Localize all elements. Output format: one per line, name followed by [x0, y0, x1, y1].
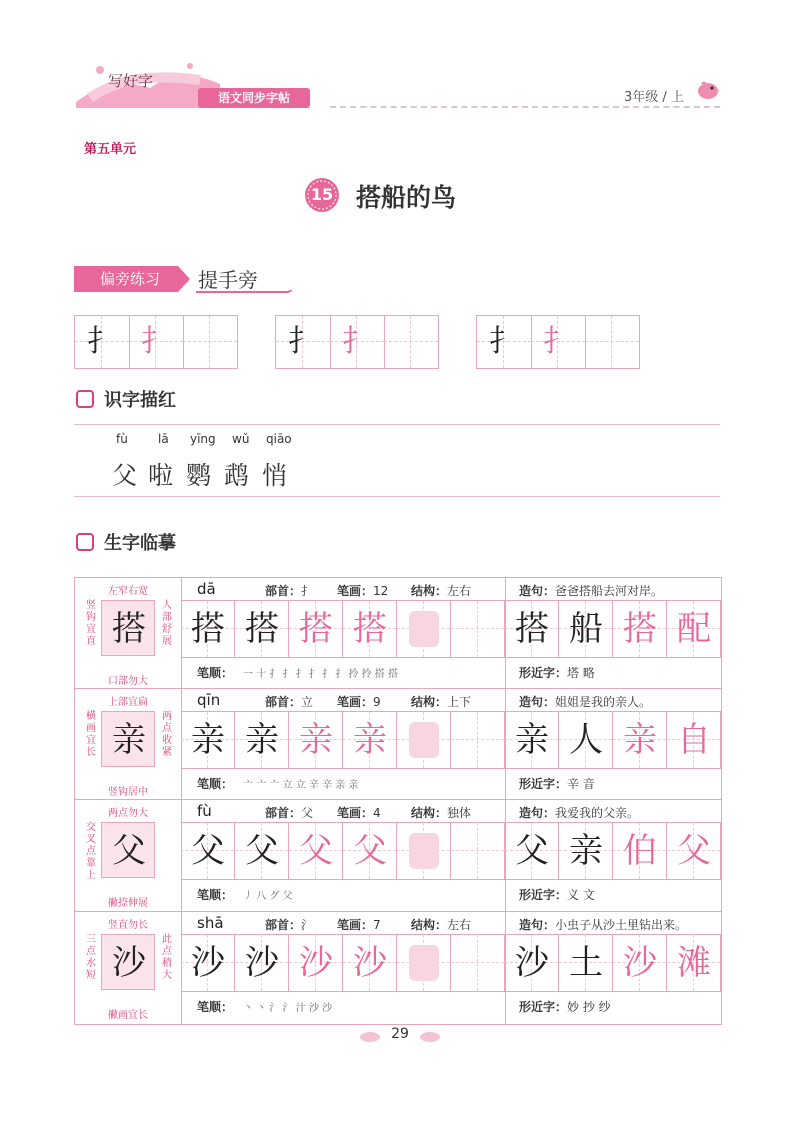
writing-cell	[289, 712, 343, 768]
strokes-label: 笔画：	[337, 584, 374, 598]
word-row	[505, 711, 721, 769]
writing-cell	[451, 601, 505, 657]
word-char: 搭	[623, 609, 657, 649]
sentence-value: 小虫子从沙土里钻出来。	[555, 918, 688, 932]
bird-icon	[695, 76, 721, 102]
model-copy: 沙	[191, 943, 225, 983]
word-char: 父	[677, 831, 711, 871]
radical-model: 扌	[489, 324, 519, 359]
similar-value: 塔 略	[567, 666, 595, 680]
trace-copy: 搭	[353, 609, 387, 649]
writing-cell	[397, 935, 451, 991]
pinyin: qiāo	[266, 432, 292, 446]
radical-value: 氵	[301, 918, 314, 932]
order-label: 笔顺：	[197, 777, 234, 791]
radical-info	[265, 582, 313, 599]
trace-copy: 父	[299, 831, 333, 871]
strokes-info	[337, 582, 388, 599]
recognize-title: 识字描红	[104, 390, 176, 411]
similar-label: 形近字：	[519, 666, 568, 680]
structure-value: 左右	[447, 584, 472, 598]
char-pinyin: qīn	[197, 691, 221, 709]
left-hint: 三点水短	[86, 934, 96, 981]
model-char-box	[101, 934, 155, 990]
structure-value: 上下	[447, 695, 472, 709]
pinyin: fù	[116, 432, 128, 446]
writing-cell	[397, 601, 451, 657]
similar-label: 形近字：	[519, 888, 568, 902]
structure-label: 结构：	[411, 918, 448, 932]
word-cell	[667, 935, 721, 991]
writing-row	[181, 600, 505, 658]
bottom-hint: 竖钩居中	[108, 787, 148, 798]
writing-row	[181, 711, 505, 769]
word-cell	[613, 935, 667, 991]
word-cell	[559, 823, 613, 879]
strokes-value: 7	[373, 918, 381, 932]
structure-label: 结构：	[411, 584, 448, 598]
structure-info	[411, 804, 471, 821]
char-pinyin: shā	[197, 914, 224, 932]
page-number: 29	[391, 1026, 409, 1042]
structure-info	[411, 582, 471, 599]
model-copy: 亲	[191, 720, 225, 760]
right-hint: 此点稍大	[162, 934, 172, 981]
pinyin: wǔ	[232, 432, 250, 446]
character-block	[74, 577, 722, 691]
radical-label: 部首：	[265, 918, 302, 932]
word-char: 亲	[623, 720, 657, 760]
brand-subtitle: 语文同步字帖	[198, 88, 310, 108]
word-cell	[505, 712, 559, 768]
radical-grid-1	[74, 315, 238, 369]
word-char: 人	[569, 720, 603, 760]
radical-info	[265, 693, 313, 710]
model-char-box	[101, 822, 155, 878]
radical-underline	[196, 290, 292, 294]
model-panel	[75, 912, 182, 1024]
radical-label: 部首：	[265, 695, 302, 709]
writing-cell	[235, 712, 289, 768]
order-label: 笔顺：	[197, 666, 234, 680]
model-char: 父	[112, 831, 146, 871]
writing-cell	[235, 935, 289, 991]
character-block	[74, 688, 722, 802]
radical-value: 扌	[301, 584, 314, 598]
recognize-char: 鹦	[186, 461, 212, 490]
writing-cell	[289, 601, 343, 657]
word-char: 亲	[569, 831, 603, 871]
divider	[74, 424, 720, 425]
radical-model: 扌	[288, 324, 318, 359]
model-char: 沙	[112, 943, 146, 983]
radical-tag-label: 偏旁练习	[99, 270, 160, 288]
sentence-info	[519, 693, 651, 710]
word-cell	[613, 823, 667, 879]
radical-trace: 扌	[342, 324, 372, 359]
recognize-char: 鹉	[224, 461, 250, 490]
structure-label: 结构：	[411, 695, 448, 709]
writing-cell	[343, 823, 397, 879]
sentence-info	[519, 916, 687, 933]
order-value: 丶 丶 氵 氵 汁 沙 沙	[243, 1003, 333, 1014]
model-copy: 父	[191, 831, 225, 871]
writing-cell	[235, 823, 289, 879]
word-row	[505, 600, 721, 658]
writing-cell	[181, 935, 235, 991]
top-hint: 上部宜扁	[108, 697, 148, 708]
recognize-char: 啦	[148, 461, 174, 490]
word-row	[505, 934, 721, 992]
word-char: 沙	[623, 943, 657, 983]
structure-value: 左右	[447, 918, 472, 932]
radical-grid-2	[275, 315, 439, 369]
radical-label: 部首：	[265, 806, 302, 820]
faded-guide	[409, 611, 439, 647]
strokes-label: 笔画：	[337, 806, 374, 820]
faded-guide	[409, 722, 439, 758]
writing-cell	[235, 601, 289, 657]
writing-cell	[181, 712, 235, 768]
page-number-ornament	[360, 1030, 440, 1044]
word-char: 配	[677, 609, 711, 649]
sentence-info	[519, 804, 639, 821]
model-char: 亲	[112, 720, 146, 760]
character-block	[74, 911, 722, 1025]
similar-chars	[519, 886, 595, 903]
writing-cell	[181, 601, 235, 657]
copy-title: 生字临摹	[104, 533, 176, 554]
pencil-icon	[76, 533, 94, 551]
grade-label: 3年级 / 上	[624, 90, 684, 105]
word-cell	[559, 712, 613, 768]
sentence-value: 爸爸搭船去河对岸。	[555, 584, 664, 598]
order-value: 一 十 扌 扌 扌 扌 扌 扌 拎 拎 搭 搭	[243, 669, 398, 680]
strokes-value: 12	[373, 584, 389, 598]
lesson-number: 15	[310, 185, 334, 204]
radical-name: 提手旁	[198, 268, 258, 292]
writing-cell	[289, 823, 343, 879]
sentence-value: 我爱我的父亲。	[555, 806, 640, 820]
model-copy: 搭	[191, 609, 225, 649]
stroke-order	[197, 998, 332, 1015]
word-char: 伯	[623, 831, 657, 871]
lesson-number-wrap	[304, 177, 340, 213]
similar-value: 义 文	[567, 888, 595, 902]
top-hint: 两点勿大	[108, 808, 148, 819]
word-cell	[505, 935, 559, 991]
word-cell	[667, 712, 721, 768]
top-hint: 左窄右宽	[108, 586, 148, 597]
radical-trace: 扌	[543, 324, 573, 359]
word-char: 父	[515, 831, 549, 871]
similar-label: 形近字：	[519, 1000, 568, 1014]
writing-cell	[289, 935, 343, 991]
writing-cell	[451, 823, 505, 879]
strokes-value: 4	[373, 806, 381, 820]
similar-value: 辛 音	[567, 777, 595, 791]
writing-cell	[343, 712, 397, 768]
header-divider	[330, 106, 720, 108]
bottom-hint: 口部勿大	[108, 676, 148, 687]
radical-tag	[74, 266, 190, 292]
similar-chars	[519, 775, 595, 792]
model-panel	[75, 689, 182, 801]
recognize-char: 父	[112, 461, 138, 490]
stroke-order	[197, 664, 398, 681]
word-cell	[559, 935, 613, 991]
word-char: 亲	[515, 720, 549, 760]
structure-label: 结构：	[411, 806, 448, 820]
word-char: 滩	[677, 943, 711, 983]
similar-label: 形近字：	[519, 777, 568, 791]
writing-cell	[343, 601, 397, 657]
strokes-info	[337, 804, 381, 821]
trace-copy: 沙	[299, 943, 333, 983]
word-cell	[613, 712, 667, 768]
sentence-label: 造句：	[519, 695, 556, 709]
model-copy: 搭	[245, 609, 279, 649]
order-label: 笔顺：	[197, 888, 234, 902]
sentence-label: 造句：	[519, 918, 556, 932]
order-value: 丿 八 グ 父	[243, 891, 293, 902]
left-hint: 横画宜长	[86, 711, 96, 758]
top-hint: 竖直勿长	[108, 920, 148, 931]
left-hint: 交叉点靠上	[86, 822, 96, 881]
faded-guide	[409, 833, 439, 869]
sentence-label: 造句：	[519, 806, 556, 820]
writing-row	[181, 934, 505, 992]
brand-title: 写好字	[108, 72, 154, 90]
bottom-hint: 撇捺伸展	[108, 898, 148, 909]
writing-cell	[451, 935, 505, 991]
radical-value: 立	[301, 695, 314, 709]
strokes-info	[337, 916, 381, 933]
word-cell	[559, 601, 613, 657]
strokes-value: 9	[373, 695, 381, 709]
stroke-order	[197, 886, 293, 903]
strokes-label: 笔画：	[337, 918, 374, 932]
trace-copy: 搭	[299, 609, 333, 649]
word-char: 船	[569, 609, 603, 649]
trace-copy: 亲	[353, 720, 387, 760]
sentence-info	[519, 582, 663, 599]
trace-copy: 沙	[353, 943, 387, 983]
recognize-char: 悄	[262, 461, 288, 490]
order-value: 亠 亠 亠 立 立 辛 辛 亲 亲	[243, 780, 359, 791]
word-cell	[505, 823, 559, 879]
model-char: 搭	[112, 609, 146, 649]
similar-chars	[519, 664, 595, 681]
radical-value: 父	[301, 806, 314, 820]
right-hint: 两点收紧	[162, 711, 172, 758]
radical-trace: 扌	[141, 324, 171, 359]
structure-info	[411, 693, 471, 710]
writing-cell	[397, 712, 451, 768]
lesson-title: 搭船的鸟	[356, 183, 457, 212]
word-char: 土	[569, 943, 603, 983]
book-icon	[76, 390, 94, 408]
model-copy: 亲	[245, 720, 279, 760]
word-cell	[667, 823, 721, 879]
structure-value: 独体	[447, 806, 472, 820]
radical-info	[265, 916, 313, 933]
strokes-label: 笔画：	[337, 695, 374, 709]
writing-cell	[343, 935, 397, 991]
char-pinyin: dā	[197, 580, 216, 598]
similar-chars	[519, 998, 611, 1015]
writing-cell	[181, 823, 235, 879]
model-panel	[75, 800, 182, 912]
word-char: 沙	[515, 943, 549, 983]
radical-info	[265, 804, 313, 821]
word-cell	[667, 601, 721, 657]
stroke-order	[197, 775, 358, 792]
left-hint: 竖钩宜直	[86, 600, 96, 647]
pinyin: lā	[158, 432, 169, 446]
word-cell	[613, 601, 667, 657]
character-block	[74, 799, 722, 913]
word-cell	[505, 601, 559, 657]
sentence-value: 姐姐是我的亲人。	[555, 695, 652, 709]
model-char-box	[101, 600, 155, 656]
sentence-label: 造句：	[519, 584, 556, 598]
model-char-box	[101, 711, 155, 767]
unit-label: 第五单元	[84, 142, 137, 157]
writing-cell	[397, 823, 451, 879]
bottom-hint: 撇画宜长	[108, 1010, 148, 1021]
faded-guide	[409, 945, 439, 981]
divider	[74, 496, 720, 497]
pinyin: yīng	[190, 432, 216, 446]
model-copy: 沙	[245, 943, 279, 983]
model-copy: 父	[245, 831, 279, 871]
trace-copy: 亲	[299, 720, 333, 760]
word-char: 自	[677, 720, 711, 760]
trace-copy: 父	[353, 831, 387, 871]
radical-label: 部首：	[265, 584, 302, 598]
word-char: 搭	[515, 609, 549, 649]
writing-cell	[451, 712, 505, 768]
model-panel	[75, 578, 182, 690]
structure-info	[411, 916, 471, 933]
strokes-info	[337, 693, 381, 710]
order-label: 笔顺：	[197, 1000, 234, 1014]
radical-model: 扌	[87, 324, 117, 359]
char-pinyin: fù	[197, 802, 212, 820]
right-hint: 人部舒展	[162, 600, 172, 647]
radical-grid-3	[476, 315, 640, 369]
writing-row	[181, 822, 505, 880]
similar-value: 妙 抄 纱	[567, 1000, 611, 1014]
word-row	[505, 822, 721, 880]
